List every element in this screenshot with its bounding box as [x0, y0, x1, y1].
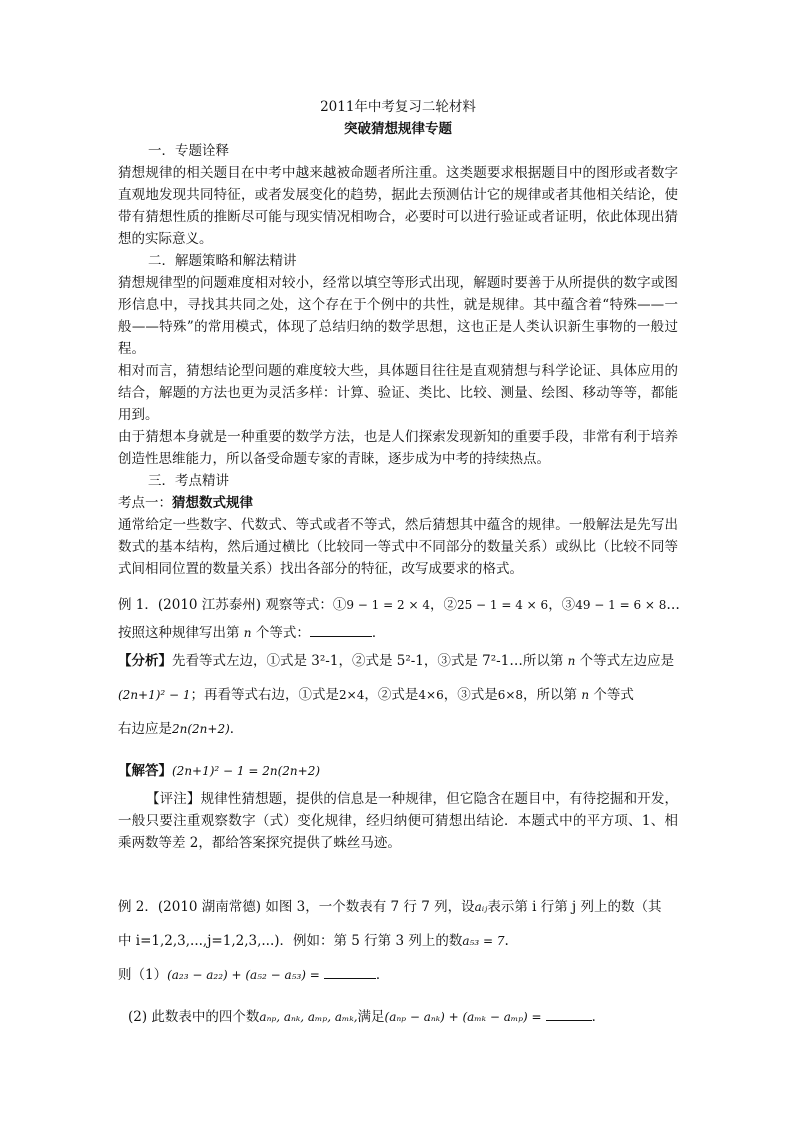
question1-line	[118, 958, 678, 992]
analysis-line1	[118, 644, 678, 678]
q2-mid: 满足	[357, 1009, 385, 1025]
comment-paragraph: 【评注】规律性猜想题，提供的信息是一种规律，但它隐含在题目中，有待挖掘和开发，一般只要注重观察数字（式）变化规律，经归纳便可猜想出结论．本题式中的平方项、1、相乘两数等差 2，都给答案探究提供了蛛丝马迹。	[118, 791, 678, 851]
expr-aij: aᵢⱼ	[474, 900, 488, 914]
example1-line2-text-b: 个等式：	[251, 625, 310, 641]
example1-line2	[118, 622, 678, 644]
expr-left: (2n+1)² − 1	[118, 688, 191, 702]
analysis-line2	[118, 678, 678, 712]
var-n: n	[243, 626, 252, 640]
analysis-text-a: 先看等式左边，①式是 3²-1，②式是 5²-1，③式是 7²-1…所以第	[172, 653, 568, 669]
analysis-text-g: 个等式	[589, 687, 634, 703]
example2-line2	[118, 924, 678, 958]
question2-line	[118, 1000, 678, 1034]
kaodian-title: 猜想数式规律	[172, 495, 253, 511]
equation-3: 49 − 1 = 6 × 8	[575, 598, 667, 612]
var-n: n	[567, 654, 576, 668]
expr-right: 2n(2n+2)	[172, 722, 230, 736]
period: .	[504, 933, 509, 949]
example2-text-c: 中 i=1,2,3,...,j=1,2,3,...)．例如：第 5 行第 3 列上的数	[118, 933, 463, 949]
section1-body: 猜想规律的相关题目在中考中越来越被命题者所注重。这类题要求根据题目中的图形或者数字直观地发现共同特征，或者发展变化的趋势，据此去预测估计它的规律或者其他相关结论，使带有猜想性质的推断尽可能与现实情况相吻合，必要时可以进行验证或者证明，依此体现出猜想的实际意义。	[118, 165, 678, 247]
kaodian-prefix: 考点一：	[118, 495, 172, 511]
section2-para1: 猜想规律型的问题难度相对较小，经常以填空等形式出现，解题时要善于从所提供的数字或图形信息中，寻找其共同之处，这个存在于个例中的共性，就是规律。其中蕴含着“特殊——一般——特殊”的常用模式，体现了总结归纳的数学思想，这也正是人类认识新生事物的一般过程。	[118, 275, 678, 357]
analysis-text-e: ，③式是	[443, 687, 498, 703]
period: ．	[591, 1009, 606, 1025]
q2-prefix: (2) 此数表中的四个数	[128, 1009, 260, 1025]
document-page	[118, 96, 678, 1034]
analysis-text-b: 个等式左边应是	[575, 653, 675, 669]
section3-body: 通常给定一些数字、代数式、等式或者不等式，然后猜想其中蕴含的规律。一般解法是先写出数式的基本结构，然后通过横比（比较同一等式中不同部分的数量关系）或纵比（比较不同等式间相同位置的数量关系）找出各部分的特征，改写成要求的格式。	[118, 517, 678, 577]
circle-3: ，③	[548, 597, 576, 613]
example2-text-a: 例 2．(2010 湖南常德) 如图 3，一个数表有 7 行 7 列，设	[118, 899, 475, 915]
example1-prefix: 例 1．(2010 江苏泰州) 观察等式：	[118, 597, 333, 613]
equation-2: 25 − 1 = 4 × 6	[456, 598, 549, 612]
expr-r1: 2×4	[339, 688, 365, 702]
period: ．	[229, 721, 244, 737]
section2-para2: 相对而言，猜想结论型问题的难度较大些，具体题目往往是直观猜想与科学论证、具体应用的结合，解题的方法也更为灵活多样：计算、验证、类比、比较、测量、绘图、移动等等，都能用到。	[118, 363, 678, 423]
analysis-line3	[118, 712, 678, 746]
answer-line	[118, 754, 678, 788]
circle-1: ①	[332, 597, 347, 613]
example2-line1	[118, 890, 678, 924]
example2-text-b: 表示第 i 行第 j 列上的数（其	[487, 899, 662, 915]
analysis-tag: 【分析】	[118, 653, 172, 669]
expr-r3: 6×8	[497, 688, 524, 702]
analysis-text-d: ，②式是	[364, 687, 419, 703]
analysis-text-h: 右边应是	[118, 721, 172, 737]
ellipsis: …	[666, 597, 680, 613]
answer-blank[interactable]	[310, 622, 372, 637]
equation-1: 9 − 1 = 2 × 4	[346, 598, 430, 612]
analysis-text-c: ；再看等式右边，①式是	[190, 687, 340, 703]
doc-subtitle: 2011年中考复习二轮材料	[320, 99, 476, 115]
q1-answer-blank[interactable]	[324, 964, 376, 979]
expr-r2: 4×6	[418, 688, 444, 702]
period: ．	[375, 967, 390, 983]
kaodian-heading	[118, 492, 678, 514]
expr-a53: a₅₃ = 7	[462, 934, 505, 948]
example1-line2-text: 按照这种规律写出第	[118, 625, 244, 641]
q1-expression: (a₂₃ − a₂₂) + (a₅₂ − a₅₃) =	[167, 968, 320, 982]
section3-heading: 三．考点精讲	[148, 473, 229, 489]
answer-tag: 【解答】	[118, 763, 172, 779]
q2-expression: (aₙₚ − aₙₖ) + (aₘₖ − aₘₚ) =	[384, 1010, 542, 1024]
period: ．	[371, 625, 386, 641]
section1-heading: 一．专题诠释	[148, 143, 229, 159]
circle-2: ，②	[429, 597, 457, 613]
q2-answer-blank[interactable]	[546, 1006, 592, 1021]
var-n: n	[581, 688, 590, 702]
q2-numbers: aₙₚ, aₙₖ, aₘₚ, aₘₖ,	[259, 1010, 358, 1024]
doc-title: 突破猜想规律专题	[344, 121, 452, 137]
q1-prefix: 则（1）	[118, 967, 168, 983]
section2-heading: 二．解题策略和解法精讲	[148, 253, 297, 269]
analysis-text-f: ，所以第	[523, 687, 582, 703]
section2-para3: 由于猜想本身就是一种重要的数学方法，也是人们探索发现新知的重要手段，非常有利于培养创造性思维能力，所以备受命题专家的青睐，逐步成为中考的持续热点。	[118, 429, 678, 467]
answer-equation: (2n+1)² − 1 = 2n(2n+2)	[172, 764, 321, 778]
example1-line1	[118, 588, 678, 622]
